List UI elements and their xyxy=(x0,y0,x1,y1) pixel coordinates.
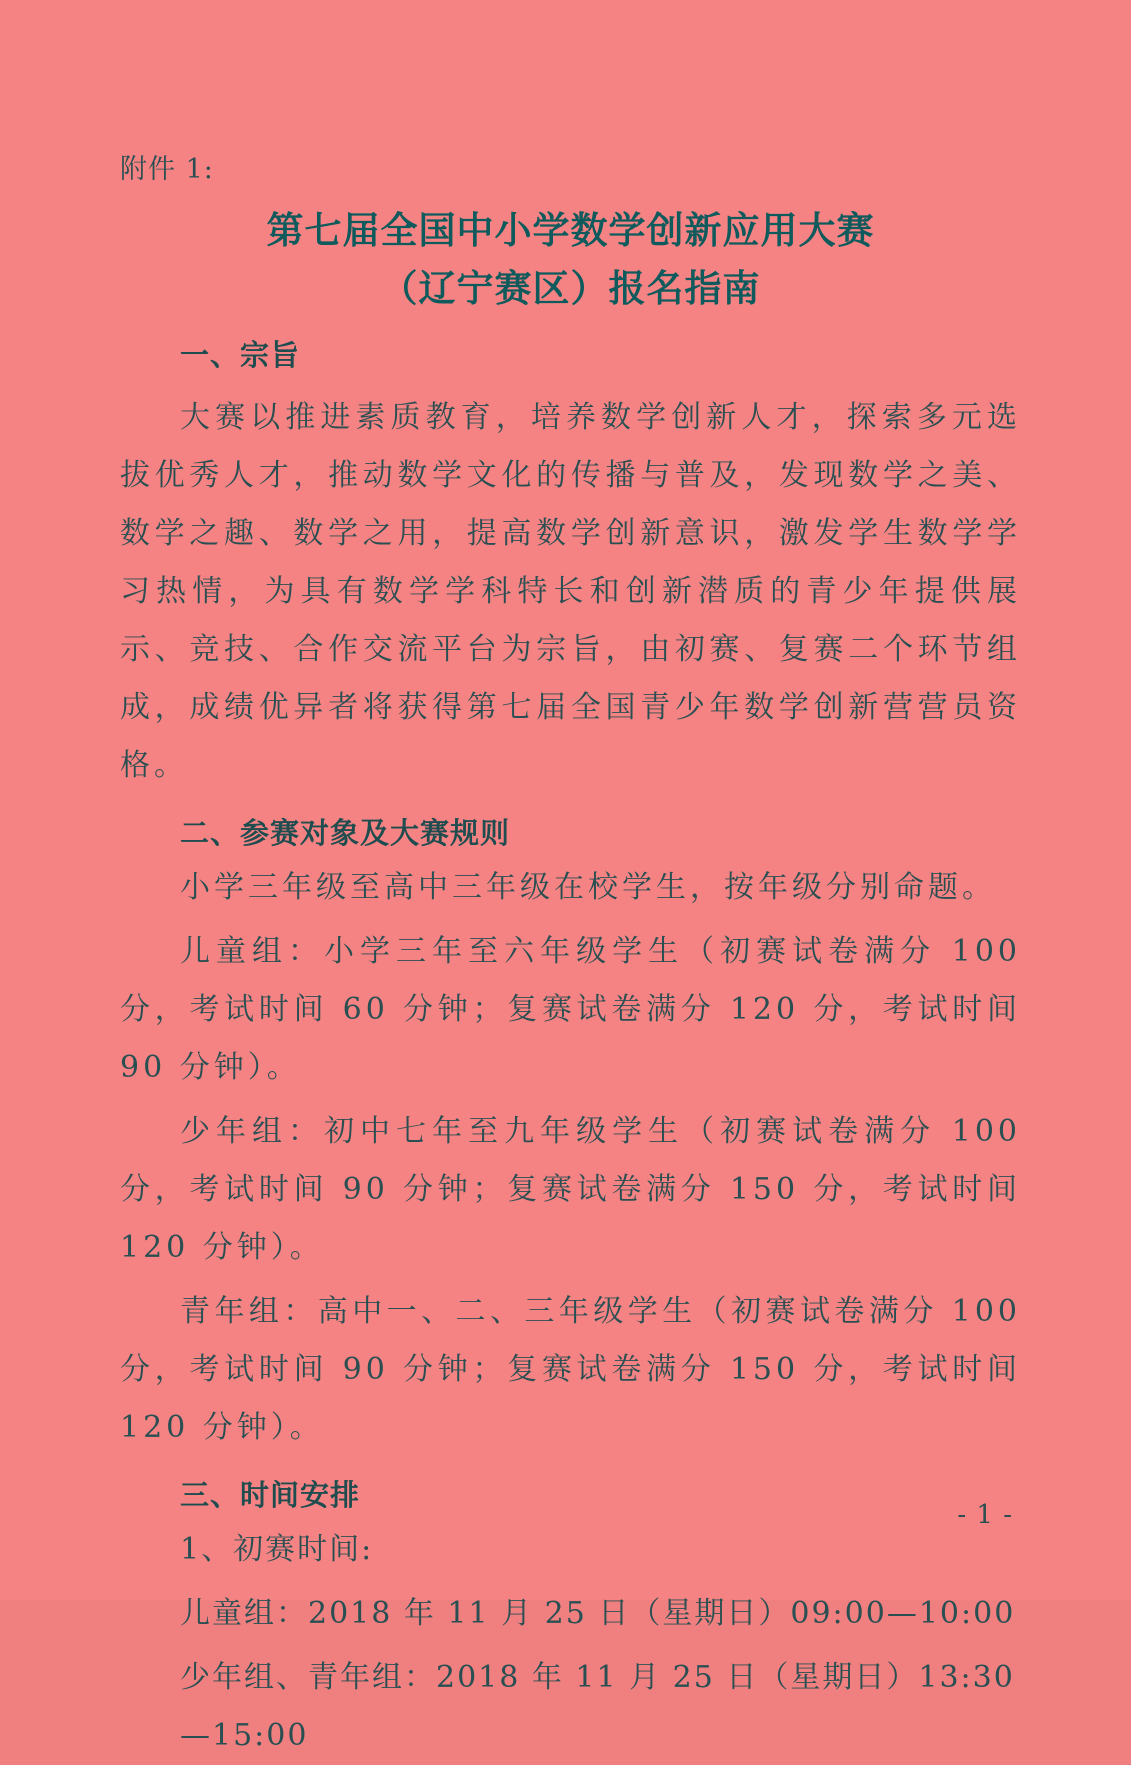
group-senior: 青年组：高中一、二、三年级学生（初赛试卷满分 100 分，考试时间 90 分钟；复赛试卷满分 150 分，考试时间 120 分钟）。 xyxy=(120,1294,1021,1445)
document-title xyxy=(120,201,1021,317)
schedule-children: 儿童组：2018 年 11 月 25 日（星期日）09:00—10:00 xyxy=(180,1596,1016,1631)
page-number: - 1 - xyxy=(957,1500,1013,1530)
schedule-junior-senior: 少年组、青年组：2018 年 11 月 25 日（星期日）13:30—15:00 xyxy=(180,1660,1015,1753)
section-2-intro: 小学三年级至高中三年级在校学生，按年级分别命题。 xyxy=(180,870,996,905)
group-junior: 少年组：初中七年至九年级学生（初赛试卷满分 100 分，考试时间 90 分钟；复赛试卷满分 150 分，考试时间 120 分钟）。 xyxy=(120,1114,1021,1265)
section-1-heading: 一、宗旨 xyxy=(180,338,301,372)
section-3-heading: 三、时间安排 xyxy=(180,1478,361,1512)
attachment-label: 附件 1: xyxy=(120,154,214,185)
title-line-1: 第七届全国中小学数学创新应用大赛 xyxy=(266,208,875,252)
group-children: 儿童组：小学三年至六年级学生（初赛试卷满分 100 分，考试时间 60 分钟；复赛试卷满分 120 分，考试时间 90 分钟）。 xyxy=(120,934,1021,1085)
section-3-subheading: 1、初赛时间: xyxy=(180,1532,374,1567)
title-line-2: （辽宁赛区）报名指南 xyxy=(380,266,761,310)
section-1-paragraph: 大赛以推进素质教育，培养数学创新人才，探索多元选拔优秀人才，推动数学文化的传播与普及，发现数学之美、数学之趣、数学之用，提高数学创新意识，激发学生数学学习热情，为具有数学学科特长和创新潜质的青少年提供展示、竞技、合作交流平台为宗旨，由初赛、复赛二个环节组成，成绩优异者将获得第七届全国青少年数学创新营营员资格。 xyxy=(120,400,1021,783)
section-2-heading: 二、参赛对象及大赛规则 xyxy=(180,816,511,850)
